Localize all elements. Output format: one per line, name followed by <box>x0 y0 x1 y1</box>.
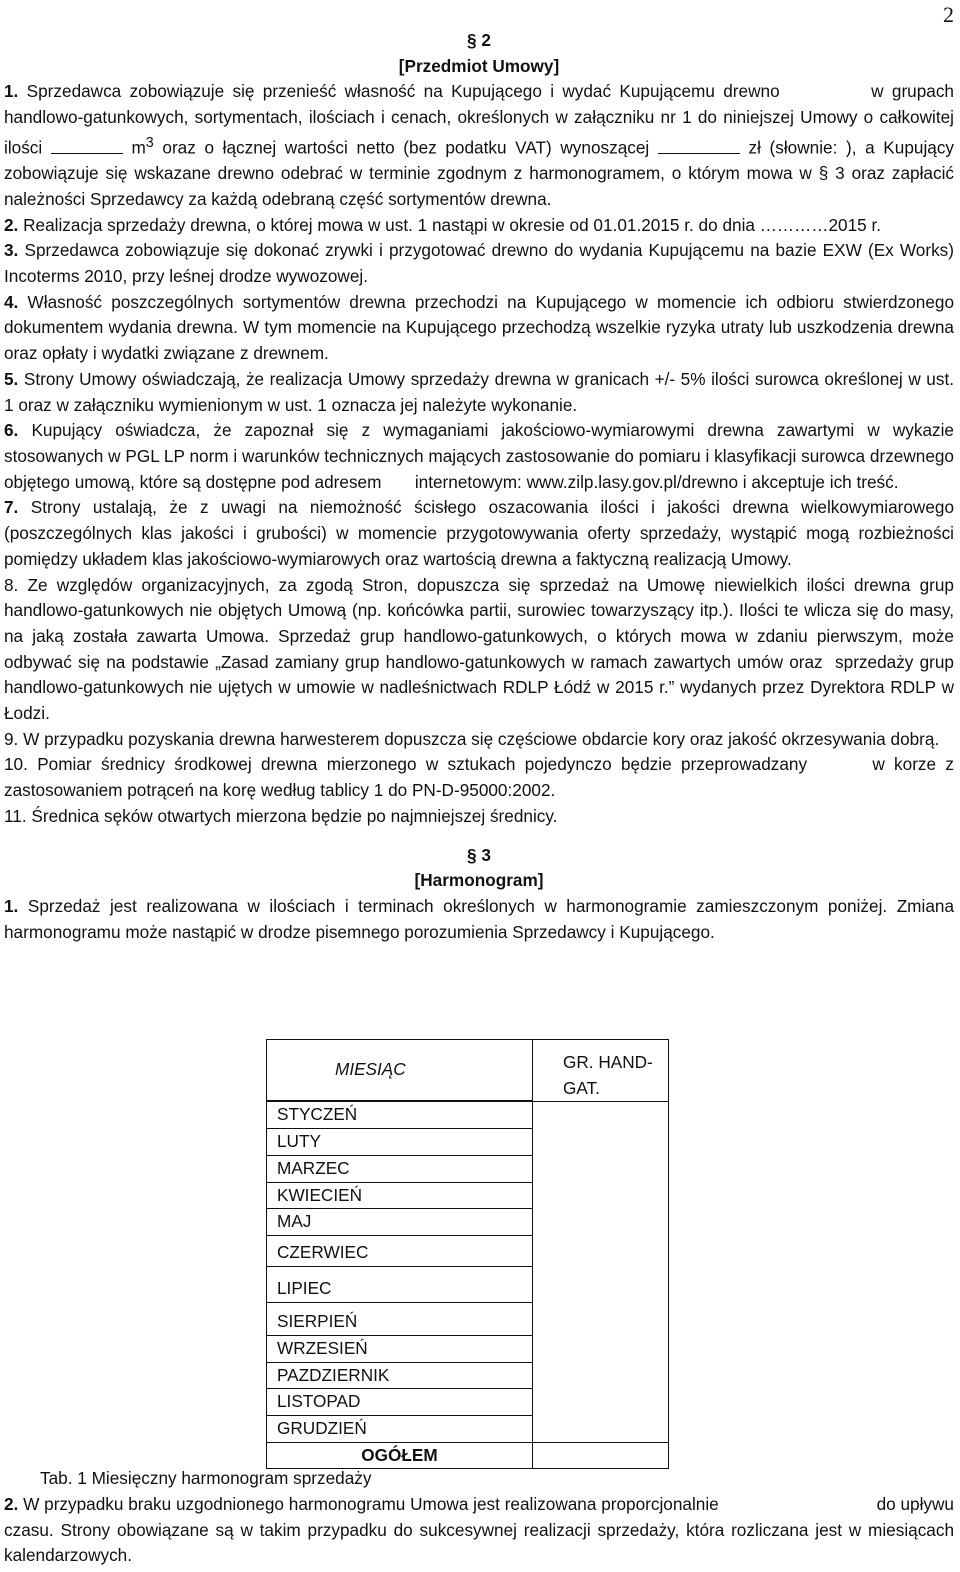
paragraph-text: zł (słownie: ), a Kupujący zobowiązuje się wskazane drewno odebrać w terminie zgodnym z harmonogramem, o którym mowa w § 3 oraz zapłacić należności Sprzedawcy za każdą odebraną część sortymentów drewna. <box>4 137 955 209</box>
table-row-month: LUTY <box>267 1129 533 1156</box>
page-number: 2 <box>943 2 954 27</box>
paragraph-text: Strony Umowy oświadczają, że realizacja Umowy sprzedaży drewna w granicach +/- 5% ilości surowca określonej w ust. 1 oraz w załączniku wymienionym w ust. 1 oznacza jej należyte wykonanie. <box>4 368 954 415</box>
table-row-total: OGÓŁEM <box>267 1442 533 1469</box>
section-2-paragraph-6 <box>4 418 954 495</box>
paragraph-text: Kupujący oświadcza, że zapoznał się z wymaganiami jakościowo-wymiarowymi drewna zawartymi w wykazie stosowanych w PGL LP norm i warunków technicznych mających zastosowanie do pomiaru i klasyfikacji surowca drzewnego objętego umową, które są dostępne pod adresem internetowym: www.zilp.lasy.gov.pl/drewno i akceptuje ich treść. <box>4 420 954 492</box>
paragraph-number: 4. <box>4 291 19 312</box>
paragraph-text: Sprzedawca zobowiązuje się przenieść własność na Kupującego i wydać Kupującemu drewno w grupach handlowo-gatunkowych, sortymentach, ilościach i cenach, określonych w załączniku nr 1 do niniejszej Umowy o całkowitej ilości <box>4 81 954 158</box>
section-3-paragraph-1 <box>4 894 954 945</box>
schedule-table <box>266 1039 669 1469</box>
table-row-month: CZERWIEC <box>267 1235 533 1266</box>
table-row-month: PAZDZIERNIK <box>267 1362 533 1389</box>
paragraph-text: Sprzedawca zobowiązuje się dokonać zrywki i przygotować drewno do wydania Kupującemu na bazie EXW (Ex Works) Incoterms 2010, przy leśnej drodze wywozowej. <box>4 240 954 287</box>
table-row-month: SIERPIEŃ <box>267 1302 533 1335</box>
table-row-month: LIPIEC <box>267 1266 533 1302</box>
paragraph-number: 7. <box>4 497 19 518</box>
section-2-title: [Przedmiot Umowy] <box>398 55 560 76</box>
section-2-paragraph-2 <box>4 213 954 239</box>
table-row-month: MAJ <box>267 1209 533 1236</box>
section-3-paragraph-2-block <box>4 1492 954 1569</box>
section-2-paragraph-11: 11. Średnica sęków otwartych mierzona będzie po najmniejszej średnicy. <box>4 805 558 826</box>
section-2-heading: § 2 <box>467 30 491 50</box>
paragraph-number: 3. <box>4 240 19 261</box>
group-column-header: GR. HAND-GAT. <box>533 1040 669 1102</box>
section-2-paragraph-4 <box>4 290 954 367</box>
paragraph-number: 2. <box>4 1494 19 1514</box>
table-row-month: MARZEC <box>267 1155 533 1182</box>
section-2-paragraph-3 <box>4 238 954 289</box>
section-3-paragraph-2 <box>4 1492 954 1569</box>
paragraph-text: W przypadku braku uzgodnionego harmonogramu Umowa jest realizowana proporcjonalnie do upływu czasu. Strony obowiązane są w takim przypadku do sukcesywnej realizacji sprzedaży, która rozliczana jest w miesiącach kalendarzowych. <box>4 1494 954 1566</box>
unit-text: m <box>122 137 146 158</box>
table-row-month: WRZESIEŃ <box>267 1335 533 1362</box>
paragraph-number: 2. <box>4 214 19 235</box>
paragraph-text: Strony ustalają, że z uwagi na niemożność ścisłego oszacowania ilości i jakości drewna wielkowymiarowego (poszczególnych klas jakości i grubości) w momencie przygotowywania oferty sprzedaży, wystąpić mogą rozbieżności pomiędzy układem klas jakościowo-wymiarowych oraz wartością drewna a faktyczną realizacją Umowy. <box>4 497 954 569</box>
unit-superscript: 3 <box>145 134 154 151</box>
paragraph-text: Własność poszczególnych sortymentów drewna przechodzi na Kupującego w momencie ich odbioru stwierdzonego dokumentem wydania drewna. W tym momencie na Kupującego przechodzą wszelkie ryzyka utraty lub uszkodzenia drewna oraz opłaty i wydatki związane z drewnem. <box>4 291 954 364</box>
section-2-paragraph-9: 9. W przypadku pozyskania drewna harwesterem dopuszcza się częściowe obdarcie kory oraz jakość okrzesywania dobrą. <box>4 728 940 749</box>
paragraph-text: oraz o łącznej wartości netto (bez podatku VAT) wynoszącej <box>153 137 658 158</box>
table-row-month: KWIECIEŃ <box>267 1182 533 1209</box>
section-2-paragraph-8: 8. Ze względów organizacyjnych, za zgodą Stron, dopuszcza się sprzedaż na Umowę niewielkich ilości drewna grup handlowo-gatunkowych nie objętych Umową (np. końcówka partii, surowiec towarzyszący itp.). Ilości te wlicza się do masy, na jaką została zawarta Umowa. Sprzedaż grup handlowo-gatunkowych, o których mowa w zdaniu pierwszym, może odbywać się na podstawie „Zasad zamiany grup handlowo-gatunkowych w ramach zawartych umów oraz sprzedaży grup handlowo-gatunkowych nie ujętych w umowie w nadleśnictwach RDLP Łódź w 2015 r.” wydanych przez Dyrektora RDLP w Łodzi. <box>4 574 954 724</box>
month-column-header: MIESIĄC <box>267 1040 533 1101</box>
table-row-month: GRUDZIEŃ <box>267 1416 533 1443</box>
section-3-heading: § 3 <box>467 844 491 865</box>
table-row-month: LISTOPAD <box>267 1389 533 1416</box>
value-blank <box>658 137 740 154</box>
total-value-cell <box>533 1442 669 1469</box>
paragraph-number: 6. <box>4 420 19 441</box>
paragraph-number: 1. <box>4 895 19 916</box>
table-caption: Tab. 1 Miesięczny harmonogram sprzedaży <box>40 1468 372 1488</box>
paragraph-text: Sprzedaż jest realizowana w ilościach i terminach określonych w harmonogramie zamieszczonym poniżej. Zmiana harmonogramu może nastąpić w drodze pisemnego porozumienia Sprzedawcy i Kupującego. <box>4 895 954 942</box>
section-2-paragraph-1 <box>4 79 954 212</box>
section-3-title: [Harmonogram] <box>414 870 544 891</box>
quantity-blank <box>51 137 123 154</box>
table-row-month: STYCZEŃ <box>267 1102 533 1129</box>
paragraph-number: 5. <box>4 368 19 389</box>
group-cell <box>533 1102 669 1442</box>
paragraph-number: 1. <box>4 81 19 102</box>
section-2-paragraph-10: 10. Pomiar średnicy środkowej drewna mierzonego w sztukach pojedynczo będzie przeprowadzany w korze z zastosowaniem potrąceń na korę według tablicy 1 do PN-D-95000:2002. <box>4 754 954 801</box>
paragraph-text: Realizacja sprzedaży drewna, o której mowa w ust. 1 nastąpi w okresie od 01.01.2015 r. do dnia …………2015 r. <box>18 214 882 235</box>
section-2-paragraph-5 <box>4 367 954 418</box>
section-2-paragraph-7 <box>4 495 954 572</box>
document-body <box>4 28 954 945</box>
